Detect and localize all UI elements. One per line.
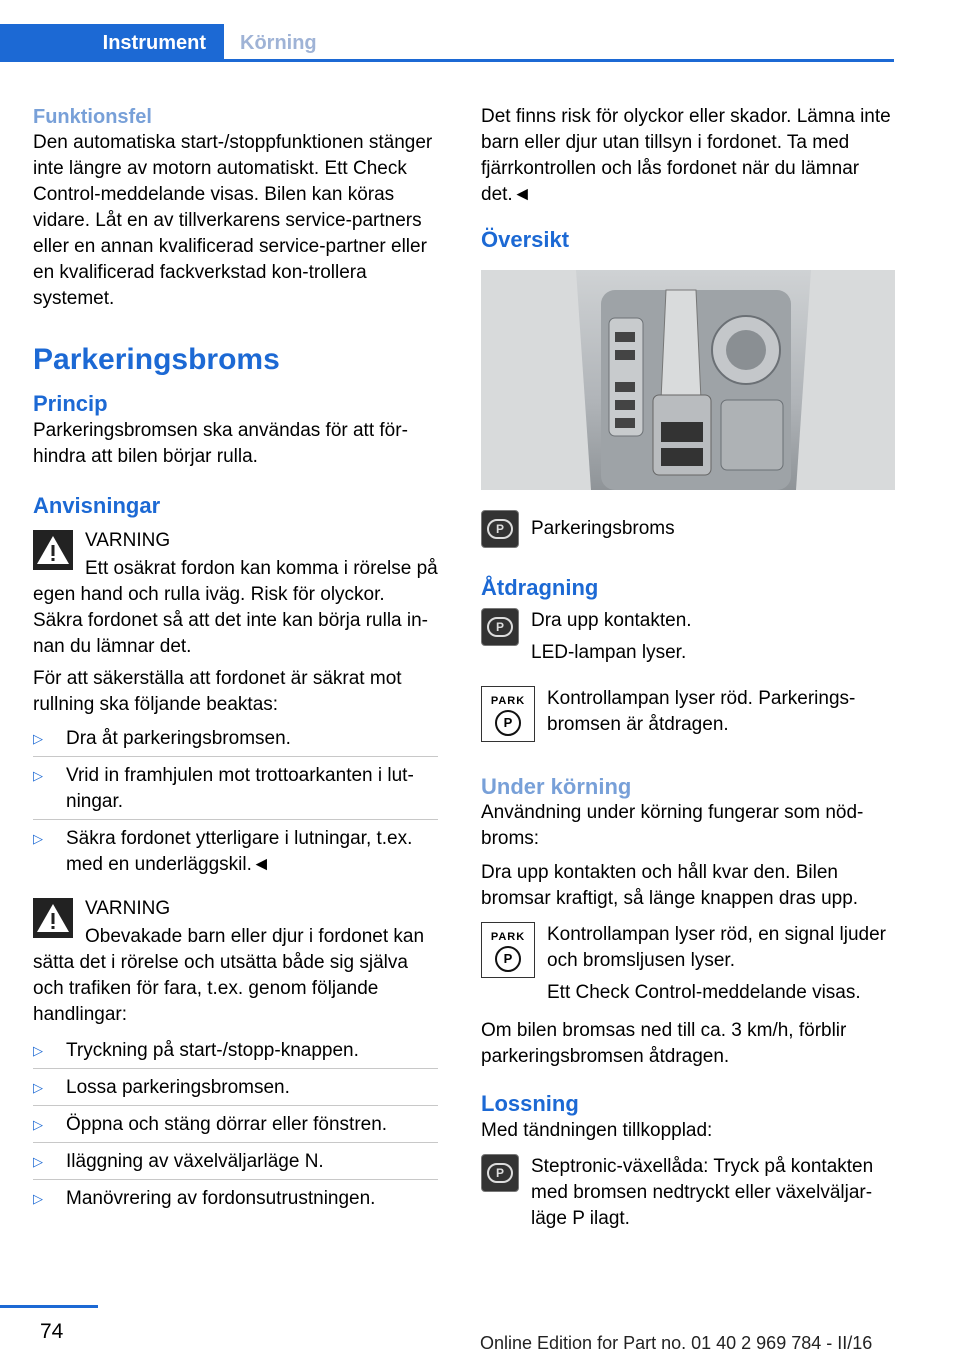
atdrag-step-1: Dra upp kontakten. [531,610,692,631]
under-p3: Om bilen bromsas ned till ca. 3 km/h, förblir parkeringsbromsen åtdragen. [481,1020,847,1067]
list-item [33,1075,438,1106]
icon-row-lossning [481,1154,895,1232]
park-indicator-icon [481,922,535,978]
bullet-icon: ▷ [33,1043,43,1058]
list-item [33,1149,438,1180]
warning-1-body: Ett osäkrat fordon kan komma i rörelse på egen hand och rulla iväg. Risk för olyckor. Säkra fordonet så att det inte kan börja rulla in-nan du lämnar det. [33,558,438,657]
left-column [33,104,438,1222]
edition-text: Online Edition for Part no. 01 40 2 969 784 - II/16 [480,1333,873,1353]
parking-brake-button-icon [481,510,519,548]
list-item-text: Lossa parkeringsbromsen. [66,1077,290,1098]
warning-2-body: Obevakade barn eller djur i fordonet kan sätta det i rörelse och utsätta både sig själva och trafiken för fara, t.ex. genom följande handlingar: [33,926,425,1025]
park-indicator-row-1 [481,686,895,744]
atdragning-heading: Åtdragning [481,575,599,600]
funktionsfel-text: Den automatiska start-/stoppfunktionen stänger inte längre av motorn automatiskt. Ett Check Control-meddelande visas. Bilen kan köras vidare. Låt en av tillverkarens service-partners eller en annan kvalificerad service-partner eller en kvalificerad fackverkstad kon-trollera systemet. [33,132,433,309]
tab-korning[interactable]: Körning [240,32,317,54]
list-item [33,1038,438,1069]
p-circle: P [495,710,521,736]
bullet-icon: ▷ [33,731,43,746]
park-label: PARK [490,695,526,707]
anvisningar-heading: Anvisningar [33,493,161,518]
warning-block-1 [33,528,438,568]
warning-1-list [33,726,438,882]
park-label: PARK [490,931,526,943]
under-korning-heading: Under körning [481,774,632,799]
loss-p1: Med tändningen tillkopplad: [481,1120,713,1141]
right-column [481,104,895,1232]
p-symbol: P [487,519,513,539]
princip-text: Parkeringsbromsen ska användas för att för-hindra att bilen börjar rulla. [33,420,408,467]
list-item-text: Dra åt parkeringsbromsen. [66,728,291,749]
bullet-icon: ▷ [33,1080,43,1095]
bullet-icon: ▷ [33,768,43,783]
list-item-text: Manövrering av fordonsutrustningen. [66,1188,376,1209]
park-indicator-row-2 [481,922,895,1006]
list-item [33,1186,438,1216]
list-item-text: Iläggning av växelväljarläge N. [66,1151,324,1172]
tab-instrument[interactable]: Instrument [0,24,224,62]
under-p2: Dra upp kontakten och håll kvar den. Bilen bromsar kraftigt, så länge knappen dras upp. [481,862,859,909]
parkeringsbroms-heading: Parkeringsbroms [33,343,280,376]
princip-heading: Princip [33,391,108,416]
bullet-icon: ▷ [33,1154,43,1169]
park-text-1: Kontrollampan lyser röd. Parkerings-bromsen är åtdragen. [547,688,856,735]
list-item-text: Tryckning på start-/stopp-knappen. [66,1040,359,1061]
park-text-2b: Ett Check Control-meddelande visas. [547,982,861,1003]
warning-2-list [33,1038,438,1216]
list-item-text: Vrid in framhjulen mot trottoarkanten i lut-ningar. [66,765,414,812]
oversikt-heading: Översikt [481,227,570,252]
list-item [33,726,438,757]
list-item [33,763,438,820]
lossning-heading: Lossning [481,1091,579,1116]
page-number: 74 [40,1320,64,1343]
under-p1: Användning under körning fungerar som nöd-broms: [481,802,864,849]
list-item-text: Öppna och stäng dörrar eller fönstren. [66,1114,388,1135]
bullet-icon: ▷ [33,1117,43,1132]
intro-text: Det finns risk för olyckor eller skador. Lämna inte barn eller djur utan tillsyn i fordonet. Ta med fjärrkontrollen och lås fordonet när du lämnar det.◄ [481,106,891,205]
p-symbol: P [487,1163,513,1183]
warning-block-2 [33,896,438,936]
warning-2-title: VARNING [85,898,171,919]
footer-line [0,1305,98,1308]
warning-1-text [33,556,438,660]
parking-brake-button-icon [481,1154,519,1192]
warning-icon [33,530,73,570]
atdrag-step-2: LED-lampan lyser. [531,642,687,663]
funktionsfel-heading: Funktionsfel [33,106,152,128]
p-symbol: P [487,617,513,637]
warning-1-para: För att säkerställa att fordonet är säkrat mot rullning ska följande beaktas: [33,668,402,715]
warning-2-text [33,924,438,1028]
list-item [33,1112,438,1143]
center-console-illustration [481,270,895,490]
tab-underline [224,59,894,62]
console-photo [481,270,895,490]
header-tabs [0,24,894,62]
loss-p2: Steptronic-växellåda: Tryck på kontakten med bromsen nedtryckt eller växelväljar-läge P ilagt. [531,1156,874,1229]
list-item-text: Säkra fordonet ytterligare i lutningar, t.ex. med en underläggskil.◄ [66,828,413,875]
bullet-icon: ▷ [33,1191,43,1206]
park-text-2a: Kontrollampan lyser röd, en signal ljuder och bromsljusen lyser. [547,924,887,971]
parking-brake-button-icon [481,608,519,646]
icon-row-atdragning [481,608,895,670]
icon-label: Parkeringsbroms [531,518,675,539]
list-item [33,826,438,882]
bullet-icon: ▷ [33,831,43,846]
warning-icon [33,898,73,938]
warning-1-title: VARNING [85,530,171,551]
p-circle: P [495,946,521,972]
park-indicator-icon [481,686,535,742]
icon-row-parkeringsbroms [481,510,895,550]
